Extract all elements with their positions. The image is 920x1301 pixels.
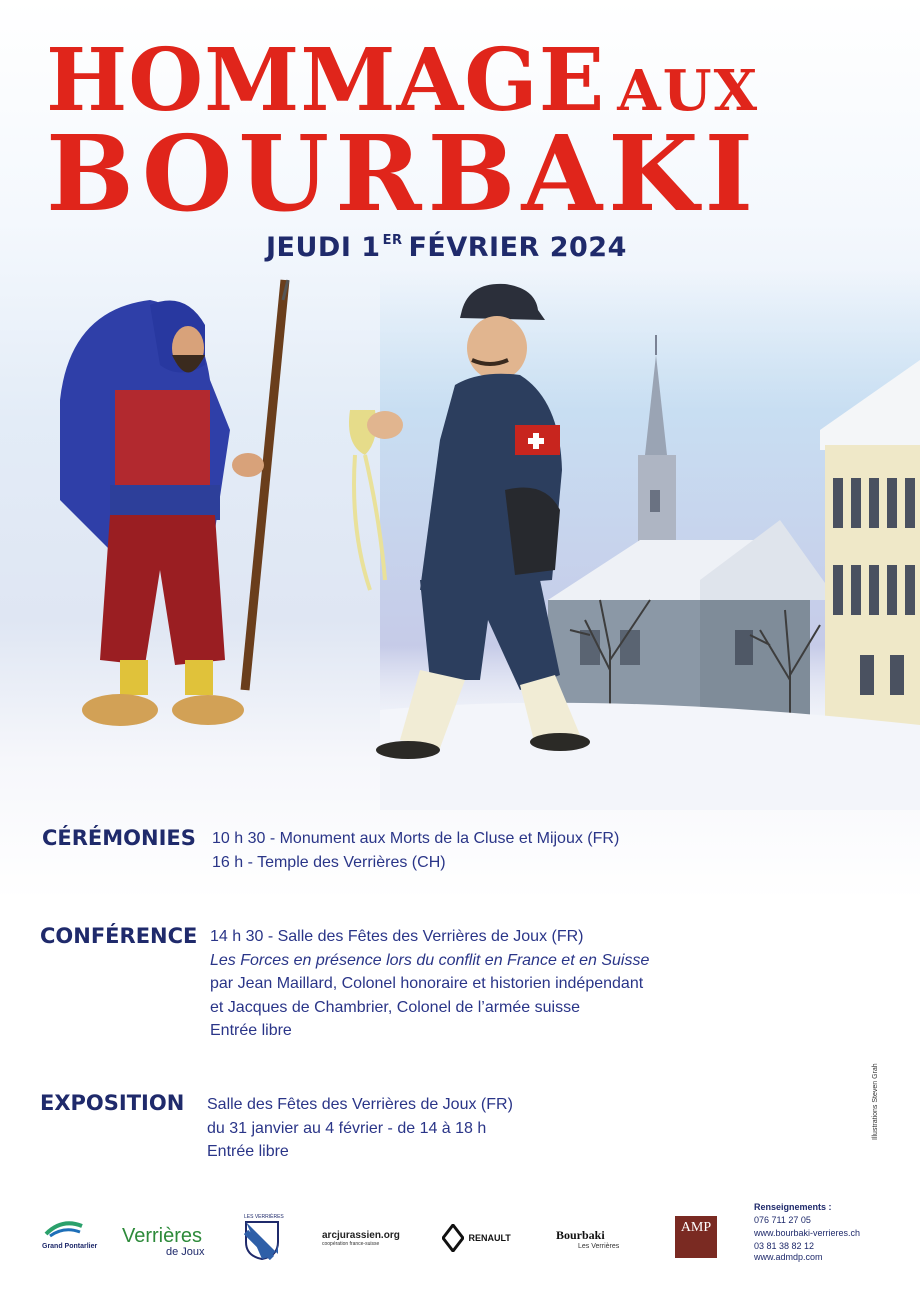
contact-phone-1: 076 711 27 05 [754,1215,811,1225]
date-prefix: JEUDI 1 [266,232,381,263]
grand-pontarlier-label: Grand Pontarlier [42,1243,98,1250]
shield-label: LES VERRIÈRES [244,1214,284,1220]
renault-label: RENAULT [468,1233,511,1243]
soldiers-illustration [0,270,920,810]
renault-diamond-icon [442,1224,464,1252]
exposition-line-3: Entrée libre [207,1143,289,1160]
bourbaki-label: Bourbaki [556,1228,605,1242]
title-hommage: HOMMAGE [46,30,606,131]
illustration-credit: Illustrations Steven Grah [872,1063,879,1140]
verrieres-de-joux-logo [122,1226,205,1258]
grand-pontarlier-icon [42,1218,86,1238]
renault-logo [442,1224,511,1252]
amp-logo [675,1216,717,1258]
conference-line-1: 14 h 30 - Salle des Fêtes des Verrières de Joux (FR) [210,928,584,945]
bourbaki-logo [556,1228,619,1250]
exposition-title: EXPOSITION [40,1091,185,1115]
date-superscript: ER [382,233,403,248]
arcjurassien-logo [322,1230,400,1247]
de-joux-label: de Joux [166,1246,205,1258]
conference-line-4: et Jacques de Chambrier, Colonel de l’armée suisse [210,999,580,1016]
event-date [266,232,627,263]
exposition-line-1: Salle des Fêtes des Verrières de Joux (FR) [207,1096,513,1113]
contact-web-2[interactable]: www.admdp.com [754,1252,823,1262]
arcjurassien-label: arcjurassien.org [322,1230,400,1241]
date-suffix: FÉVRIER 2024 [408,232,627,263]
conference-line-5: Entrée libre [210,1022,292,1039]
ceremonies-line-2: 16 h - Temple des Verrières (CH) [212,854,446,871]
amp-label: AMP [680,1220,712,1235]
title-bourbaki: BOURBAKI [46,112,760,235]
conference-line-2: Les Forces en présence lors du conflit en France et en Suisse [210,952,650,969]
bourbaki-soldier-figure [60,280,288,726]
conference-line-3: par Jean Maillard, Colonel honoraire et historien indépendant [210,975,644,992]
contact-web-1[interactable]: www.bourbaki-verrieres.ch [754,1228,861,1238]
grand-pontarlier-logo [42,1218,98,1251]
contact-phone-2: 03 81 38 82 12 [754,1241,815,1251]
ceremonies-line-1: 10 h 30 - Monument aux Morts de la Cluse et Mijoux (FR) [212,830,620,847]
conference-title: CONFÉRENCE [40,924,198,948]
exposition-line-2: du 31 janvier au 4 février - de 14 à 18 h [207,1120,487,1137]
contact-title: Renseignements : [754,1202,832,1212]
bourbaki-sub: Les Verrières [578,1243,620,1250]
ceremonies-title: CÉRÉMONIES [42,826,196,850]
title-aux: AUX [617,58,760,124]
shield-icon [244,1220,280,1260]
arcjurassien-sub: coopération france-suisse [322,1241,380,1247]
les-verrieres-shield-logo [244,1214,284,1265]
verrieres-label: Verrières [122,1225,203,1247]
